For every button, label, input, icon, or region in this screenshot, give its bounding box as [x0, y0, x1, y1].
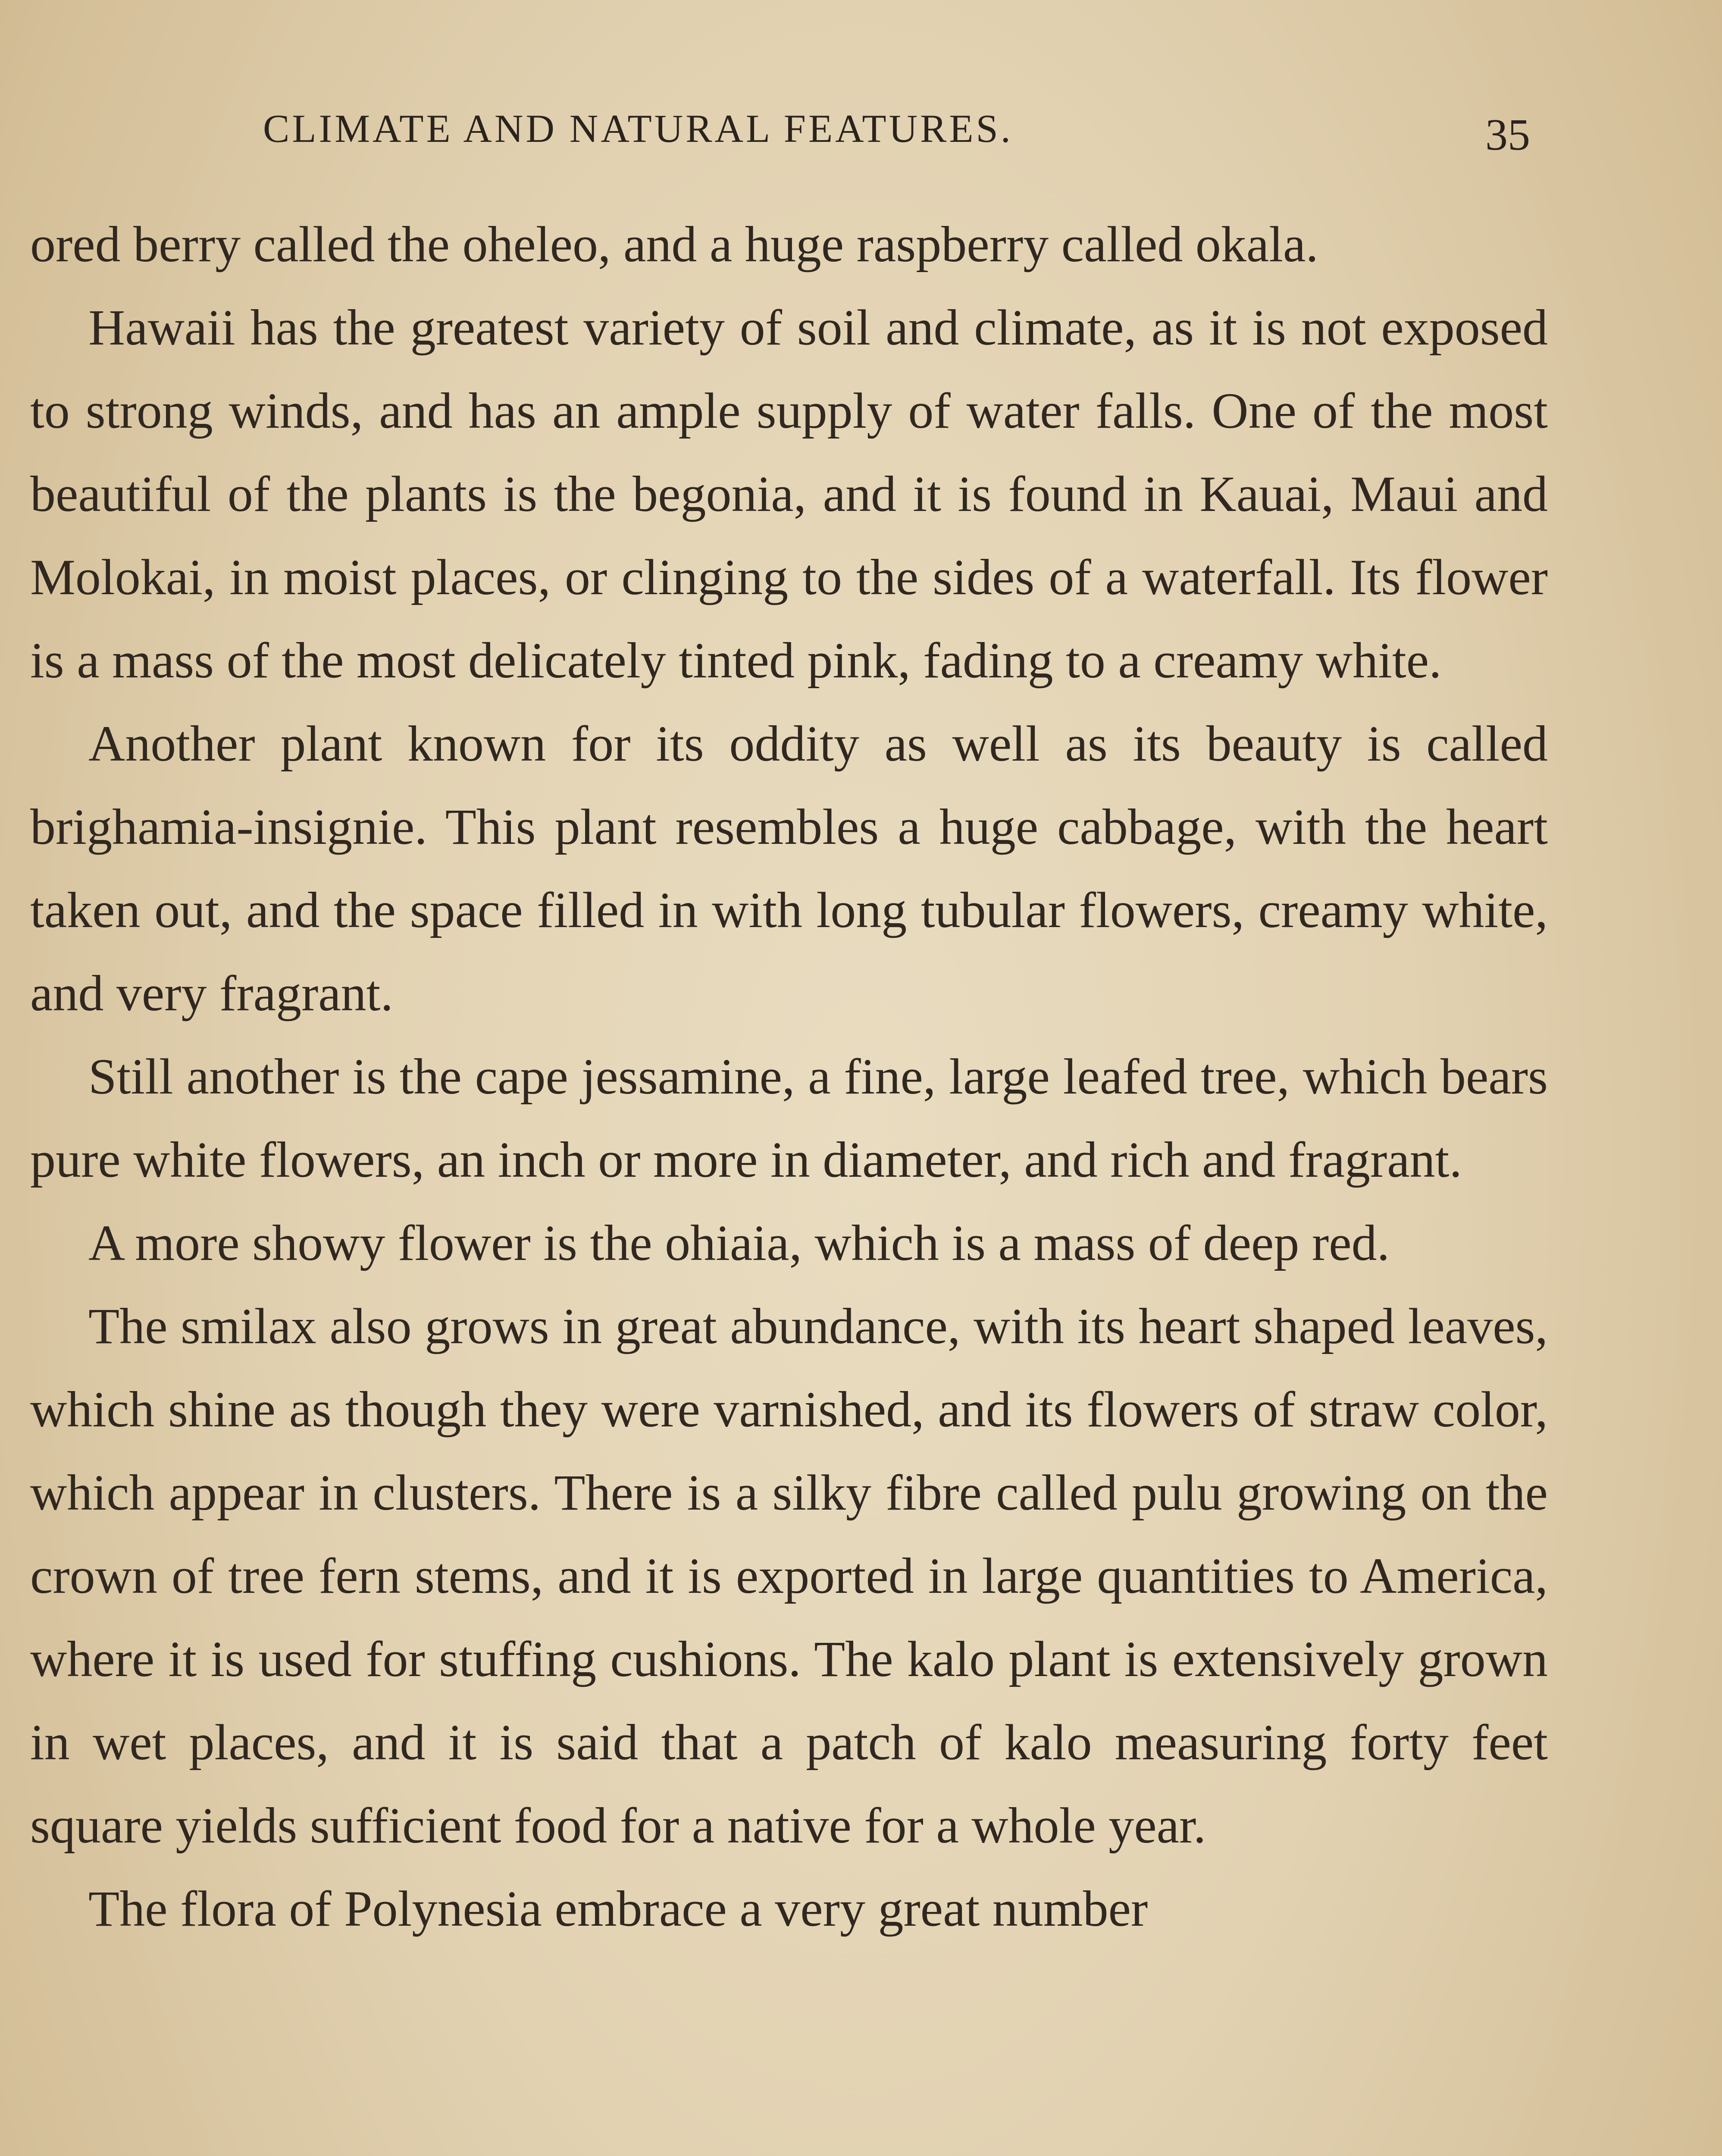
running-head	[0, 106, 1722, 162]
paragraph-2: Hawaii has the greatest variety of soil and climate, as it is not exposed to strong winds, and has an ample supply of water falls. One of the most beautiful of the plants is the begonia, and it is found in Kauai, Maui and Molokai, in moist places, or clinging to the sides of a waterfall. Its flower is a mass of the most delicately tinted pink, fading to a creamy white.	[30, 299, 1548, 689]
body-text	[30, 203, 1548, 1950]
paragraph-7: The flora of Polynesia embrace a very great number	[88, 1880, 1148, 1937]
paragraph-4: Still another is the cape jessamine, a fine, large leafed tree, which bears pure white flowers, an inch or more in diameter, and rich and fragrant.	[30, 1048, 1548, 1188]
paragraph-6: The smilax also grows in great abundance, with its heart shaped leaves, which shine as though they were varnished, and its flowers of straw color, which appear in clusters. There is a silky fibre called pulu growing on the crown of tree fern stems, and it is exported in large quantities to America, where it is used for stuffing cushions. The kalo plant is extensively grown in wet places, and it is said that a patch of kalo measuring forty feet square yields sufficient food for a native for a whole year.	[30, 1298, 1548, 1854]
paragraph-1: ored berry called the oheleo, and a huge raspberry called okala.	[30, 216, 1318, 273]
chapter-title: CLIMATE AND NATURAL FEATURES.	[263, 107, 1013, 150]
page-number: 35	[1485, 110, 1530, 160]
paragraph-3: Another plant known for its oddity as well as its beauty is called brighamia-insignie. This plant resembles a huge cabbage, with the heart taken out, and the space filled in with long tubular flowers, creamy white, and very fragrant.	[30, 715, 1548, 1022]
paragraph-5: A more showy flower is the ohiaia, which is a mass of deep red.	[88, 1215, 1390, 1271]
